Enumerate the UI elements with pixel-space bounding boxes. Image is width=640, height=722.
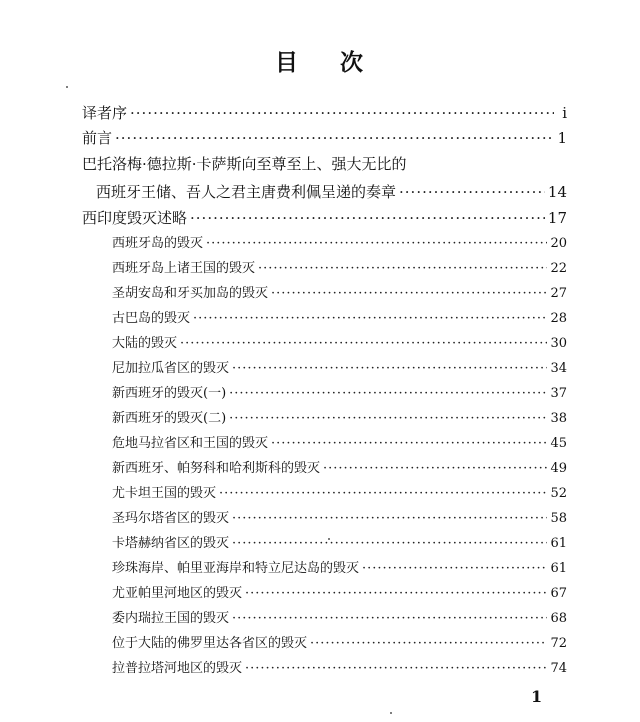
toc-entry-page: 38 — [550, 411, 567, 426]
toc-entry-page: 61 — [550, 536, 567, 551]
toc-entry-title: 位于大陆的佛罗里达各省区的毁灭 — [112, 636, 308, 651]
toc-dot-leader — [232, 360, 547, 378]
toc-entry-title: 新西班牙的毁灭(二) — [112, 411, 227, 426]
toc-entry-page: 49 — [550, 461, 567, 476]
toc-dot-leader — [271, 285, 547, 303]
toc-dot-leader — [323, 460, 547, 478]
toc-entry-title: 新西班牙的毁灭(一) — [112, 386, 227, 401]
toc-entry-page: 20 — [550, 236, 567, 251]
toc-entry-title: 圣玛尔塔省区的毁灭 — [112, 511, 230, 526]
toc-entry — [82, 155, 567, 173]
toc-entry — [112, 460, 567, 478]
toc-entry — [112, 510, 567, 528]
toc-entry-title: 西班牙岛的毁灭 — [112, 236, 204, 251]
toc-entry-page: 27 — [550, 286, 567, 301]
toc-entry-title: 西班牙岛上诸王国的毁灭 — [112, 261, 256, 276]
toc-entry-page: 34 — [550, 361, 567, 376]
toc-entry-title: 尤亚帕里河地区的毁灭 — [112, 586, 243, 601]
toc-entry-title: 卡塔赫纳省区的毁灭 — [112, 536, 230, 551]
toc-dot-leader — [310, 635, 547, 653]
toc-dot-leader — [232, 535, 547, 553]
scan-speck — [390, 712, 392, 714]
toc-dot-leader — [232, 610, 547, 628]
toc-entry-title: 巴托洛梅·德拉斯·卡萨斯向至尊至上、强大无比的 — [82, 155, 407, 173]
toc-entry — [82, 209, 567, 227]
toc-entry-page: 74 — [550, 661, 567, 676]
toc-dot-leader — [219, 485, 547, 503]
toc-entry — [112, 585, 567, 603]
toc-dot-leader — [115, 129, 554, 147]
toc-entry-title: 圣胡安岛和牙买加岛的毁灭 — [112, 286, 269, 301]
toc-entry — [112, 335, 567, 353]
toc-entry-title: 西印度毁灭述略 — [82, 209, 188, 227]
toc-entry — [82, 129, 567, 147]
toc-dot-leader — [362, 560, 547, 578]
toc-entry — [112, 485, 567, 503]
toc-dot-leader — [180, 335, 547, 353]
toc-entry — [112, 610, 567, 628]
toc-entry-page: 68 — [550, 611, 567, 626]
toc-entry-title: 前言 — [82, 129, 113, 147]
toc-dot-leader — [229, 385, 547, 403]
toc-dot-leader — [232, 510, 547, 528]
toc-dot-leader — [193, 310, 547, 328]
toc-entry — [112, 285, 567, 303]
toc-dot-leader — [229, 410, 547, 428]
toc-entry-title: 大陆的毁灭 — [112, 336, 178, 351]
toc-entry-page: 37 — [550, 386, 567, 401]
toc-dot-leader — [190, 209, 545, 227]
toc-entry — [112, 410, 567, 428]
toc-entry — [112, 435, 567, 453]
toc-entry-page: 22 — [550, 261, 567, 276]
toc-entry-title: 尤卡坦王国的毁灭 — [112, 486, 217, 501]
toc-entry — [112, 310, 567, 328]
toc-entry — [112, 360, 567, 378]
toc-entry-title: 危地马拉省区和王国的毁灭 — [112, 436, 269, 451]
toc-entry — [112, 560, 567, 578]
toc-entry — [112, 635, 567, 653]
toc-entry-title: 译者序 — [82, 104, 128, 122]
toc-entry-page: 58 — [550, 511, 567, 526]
toc-dot-leader — [271, 435, 547, 453]
toc-entry — [112, 260, 567, 278]
page-number: 1 — [531, 687, 543, 706]
toc-dot-leader — [206, 235, 547, 253]
toc-entry-page: 30 — [550, 336, 567, 351]
toc-entry-page: i — [562, 104, 567, 122]
toc-entry-page: 61 — [550, 561, 567, 576]
toc-entry-title: 古巴岛的毁灭 — [112, 311, 191, 326]
toc-dot-leader — [245, 585, 547, 603]
toc-entry — [112, 660, 567, 678]
toc-dot-leader — [130, 104, 554, 122]
toc-entry — [96, 183, 567, 201]
toc-entry-page: 17 — [547, 209, 567, 227]
toc-dot-leader — [245, 660, 547, 678]
toc-entry — [112, 535, 567, 553]
toc-entry-page: 28 — [550, 311, 567, 326]
toc-entry — [112, 385, 567, 403]
toc-entry-title: 西班牙王储、吾人之君主唐费利佩呈递的奏章 — [96, 183, 397, 201]
toc-entry-page: 52 — [550, 486, 567, 501]
toc-entry-page: 1 — [557, 129, 567, 147]
toc-entry-title: 珍珠海岸、帕里亚海岸和特立尼达岛的毁灭 — [112, 561, 360, 576]
scan-speck — [66, 86, 68, 88]
toc-entry-page: 67 — [550, 586, 567, 601]
toc-entry-title: 委内瑞拉王国的毁灭 — [112, 611, 230, 626]
toc-entry — [82, 104, 567, 122]
toc-entry-title: 尼加拉瓜省区的毁灭 — [112, 361, 230, 376]
page-title — [0, 44, 640, 77]
toc-entry-title: 拉普拉塔河地区的毁灭 — [112, 661, 243, 676]
toc-entry — [112, 235, 567, 253]
scan-speck — [328, 538, 330, 540]
toc-dot-leader — [399, 183, 545, 201]
toc-entry-page: 72 — [550, 636, 567, 651]
toc-dot-leader — [258, 260, 547, 278]
toc-entry-page: 45 — [550, 436, 567, 451]
toc-entry-page: 14 — [547, 183, 567, 201]
title-char-left: 目 — [275, 49, 300, 76]
toc-entry-title: 新西班牙、帕努科和哈利斯科的毁灭 — [112, 461, 321, 476]
title-char-right: 次 — [340, 49, 365, 76]
